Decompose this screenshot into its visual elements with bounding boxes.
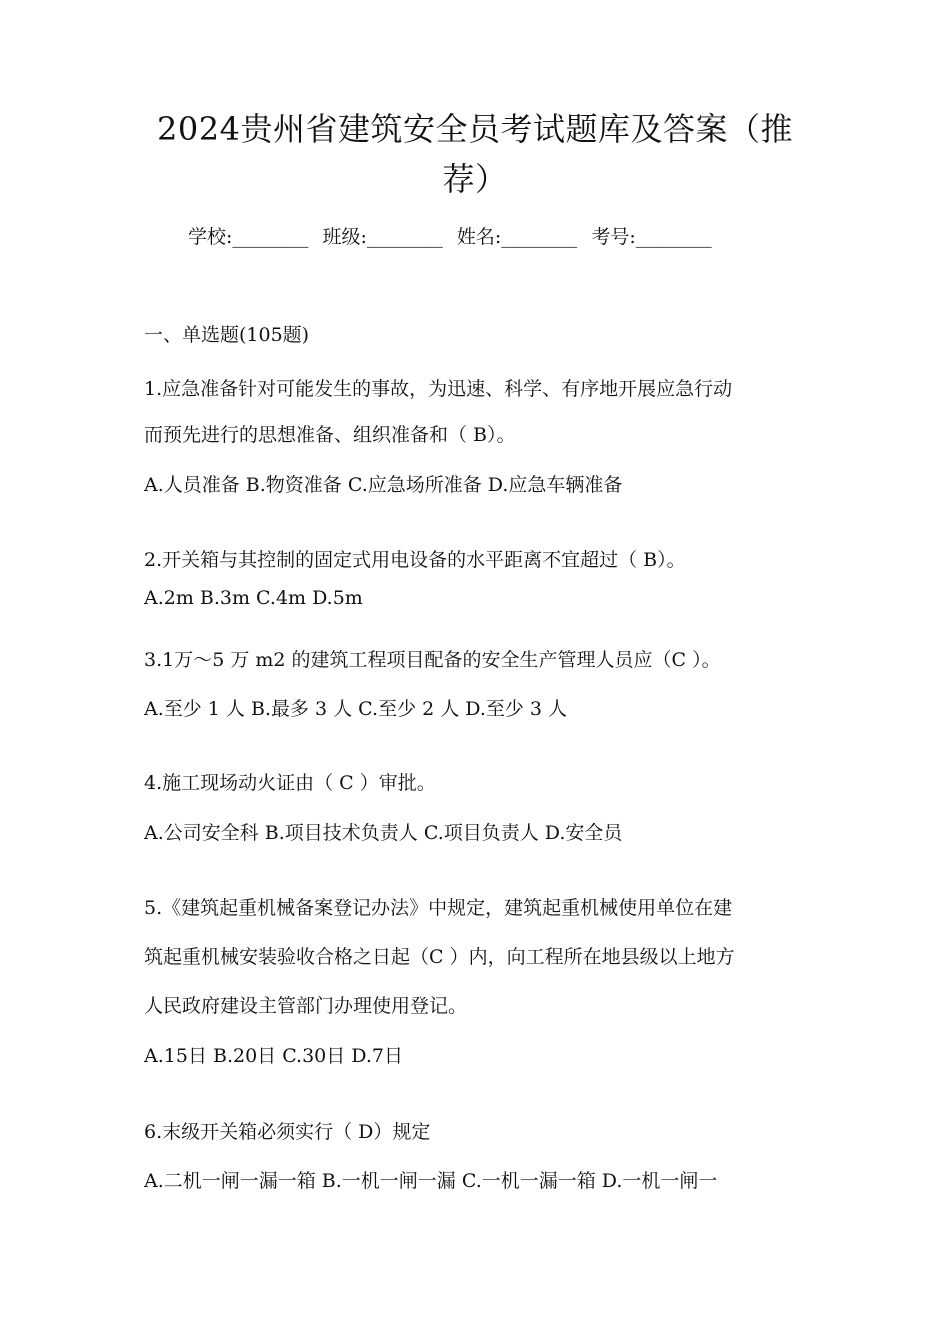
exam-number-field: 考号:________	[591, 226, 712, 248]
document-title-line-2: 荐）	[442, 160, 508, 198]
class-field: 班级:________	[322, 226, 443, 248]
question-5-line-3: 人民政府建设主管部门办理使用登记。	[144, 995, 468, 1017]
name-field: 姓名:________	[456, 226, 578, 248]
student-info-row	[188, 222, 808, 252]
question-1-line-2: 而预先进行的思想准备、组织准备和（ B）。	[144, 424, 516, 446]
question-4-line-1: 4.施工现场动火证由（ C ）审批。	[144, 772, 436, 794]
question-5-line-1: 5.《建筑起重机械备案登记办法》中规定，建筑起重机械使用单位在建	[144, 897, 733, 919]
document-title-line-1: 2024贵州省建筑安全员考试题库及答案（推	[157, 110, 793, 148]
question-2-line-1: 2.开关箱与其控制的固定式用电设备的水平距离不宜超过（ B）。	[144, 549, 686, 571]
question-1-line-1: 1.应急准备针对可能发生的事故，为迅速、科学、有序地开展应急行动	[144, 378, 733, 400]
question-6-line-1: 6.末级开关箱必须实行（ D）规定	[144, 1121, 431, 1143]
question-6-options: A.二机一闸一漏一箱 B.一机一闸一漏 C.一机一漏一箱 D.一机一闸一	[144, 1170, 718, 1192]
question-1-options: A.人员准备 B.物资准备 C.应急场所准备 D.应急车辆准备	[144, 474, 623, 496]
question-3-line-1: 3.1万～5 万 m2 的建筑工程项目配备的安全生产管理人员应（C ）。	[144, 649, 721, 671]
question-2-options: A.2m B.3m C.4m D.5m	[144, 587, 363, 609]
question-5-line-2: 筑起重机械安装验收合格之日起（C ）内，向工程所在地县级以上地方	[144, 946, 735, 968]
section-heading: 一、单选题(105题)	[144, 324, 310, 346]
question-3-options: A.至少 1 人 B.最多 3 人 C.至少 2 人 D.至少 3 人	[144, 698, 568, 720]
question-5-options: A.15日 B.20日 C.30日 D.7日	[144, 1045, 403, 1067]
school-field: 学校:________	[188, 226, 309, 248]
question-4-options: A.公司安全科 B.项目技术负责人 C.项目负责人 D.安全员	[144, 822, 623, 844]
